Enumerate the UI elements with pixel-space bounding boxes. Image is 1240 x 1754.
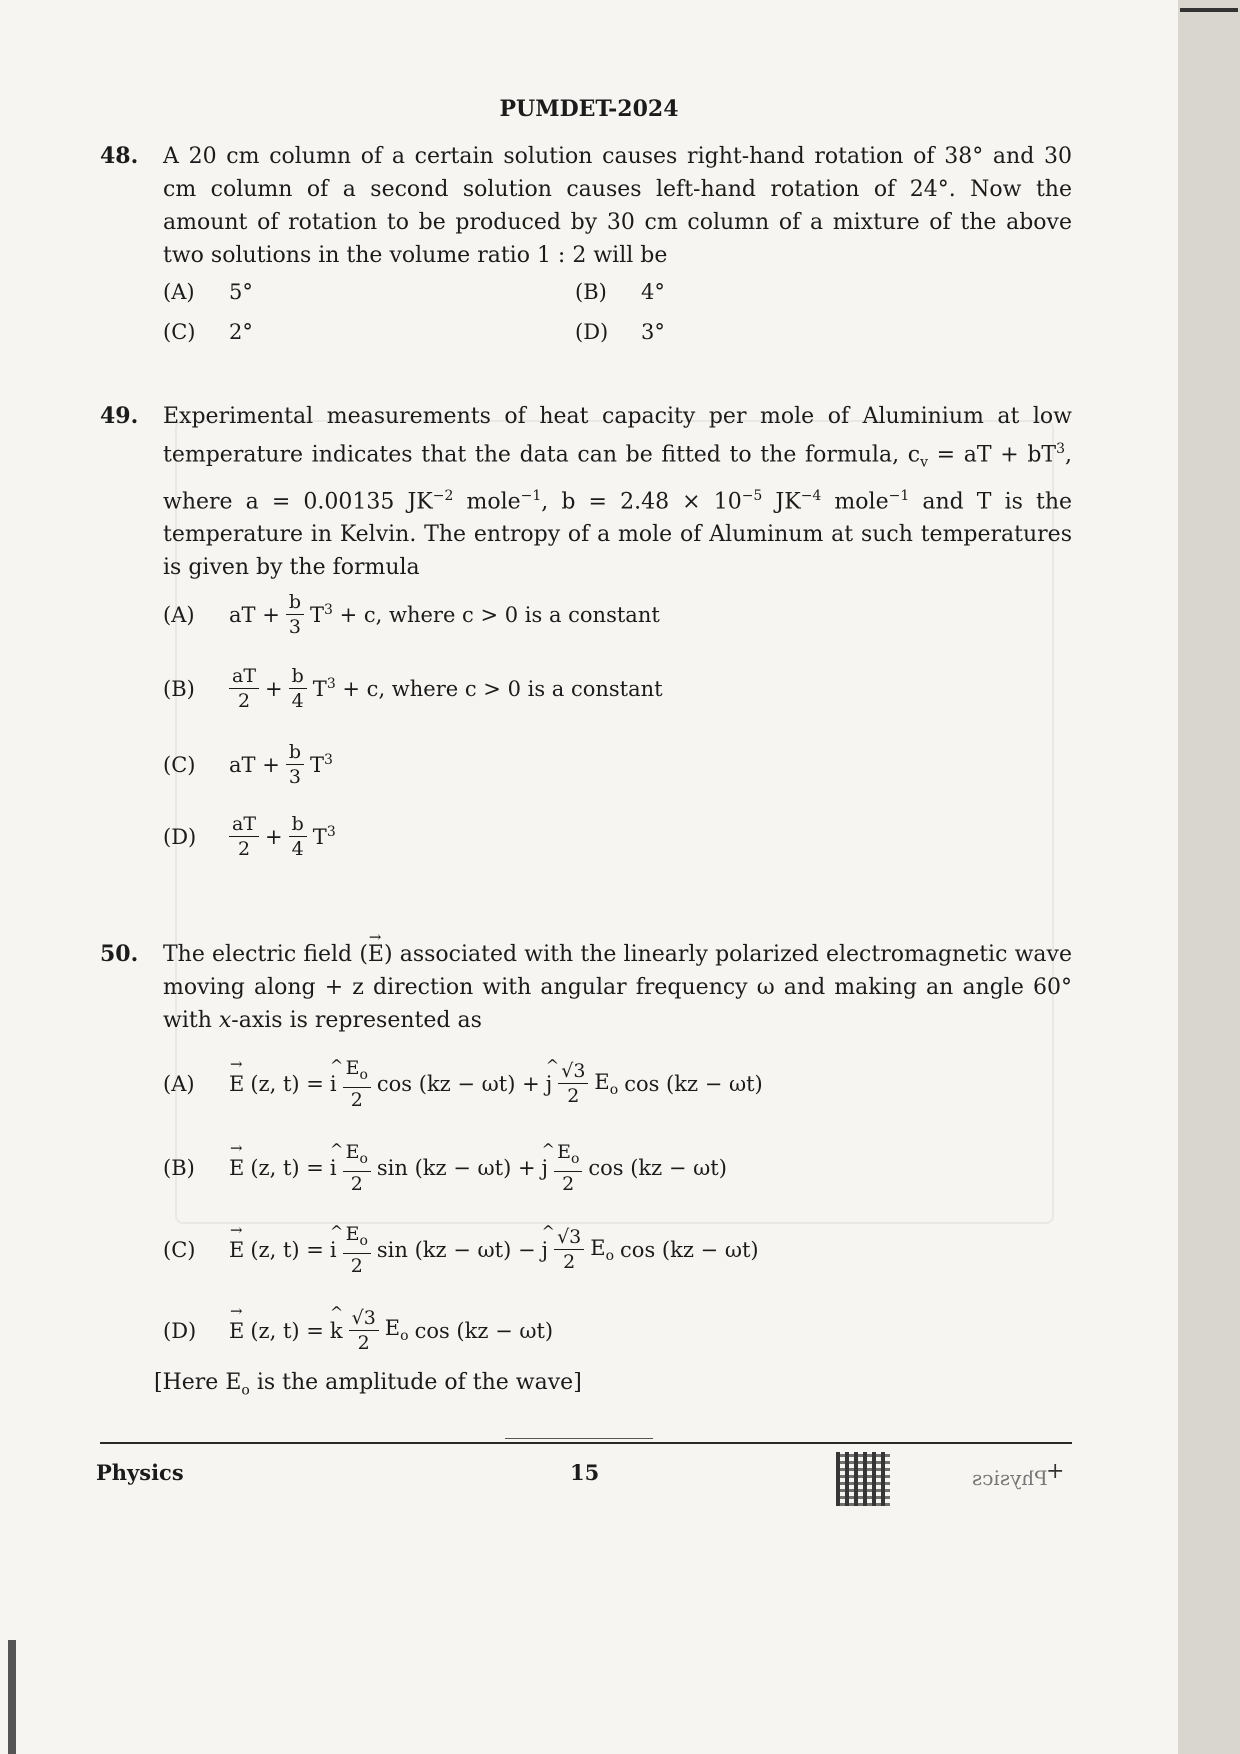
- option-label: (C): [163, 320, 196, 344]
- fraction: [289, 664, 307, 713]
- text-part: mole: [821, 489, 889, 515]
- fraction: [554, 1225, 584, 1274]
- option-text: 4°: [641, 280, 665, 304]
- denominator: 2: [357, 1332, 370, 1354]
- fraction: [558, 1059, 588, 1108]
- denominator: 3: [288, 616, 301, 638]
- numerator: aT: [229, 812, 259, 837]
- denominator: 2: [350, 1172, 363, 1195]
- fraction: [289, 812, 307, 861]
- text-sup: −4: [800, 487, 822, 504]
- option-formula: [229, 590, 660, 639]
- numerator-text: E: [557, 1141, 571, 1163]
- numerator-sub: o: [359, 1150, 368, 1167]
- formula-term: [313, 824, 336, 849]
- amplitude-note: [154, 1370, 582, 1398]
- denominator: 2: [237, 838, 251, 860]
- formula-term: +: [265, 676, 283, 701]
- numerator: aT: [229, 664, 259, 689]
- text-part: JK: [762, 489, 801, 515]
- option-50-b: [163, 1140, 727, 1196]
- option-text: 2°: [229, 320, 253, 344]
- option-label: (A): [163, 602, 195, 627]
- text-sub: v: [920, 454, 928, 471]
- text-part: mole: [453, 489, 521, 515]
- option-formula: [229, 1306, 553, 1355]
- denominator: 2: [563, 1251, 576, 1274]
- formula-term: sin (kz − ωt) −: [376, 1237, 536, 1262]
- formula-term: [310, 752, 333, 777]
- note-sub: o: [241, 1382, 250, 1399]
- formula-term: [313, 676, 663, 701]
- option-50-d: [163, 1306, 553, 1355]
- unit-vector: ^ i: [330, 1072, 337, 1096]
- formula-term: E: [384, 1316, 401, 1341]
- plus-mark: +: [1046, 1459, 1065, 1484]
- formula-term: [590, 1236, 614, 1264]
- numerator: √3: [558, 1059, 588, 1084]
- vector-symbol: → E: [229, 1156, 244, 1180]
- text-part: where a = 0.00135 JK: [163, 489, 433, 515]
- formula-sub: o: [400, 1328, 409, 1345]
- formula-term: aT +: [229, 602, 280, 627]
- formula-sup: 3: [324, 602, 333, 618]
- formula-term: cos (kz − ωt): [588, 1155, 727, 1180]
- option-formula: [229, 1140, 727, 1196]
- formula-term: [310, 602, 660, 627]
- numerator-sub: o: [359, 1232, 368, 1249]
- unit-vector: ^ j: [542, 1238, 549, 1262]
- formula-term: T: [309, 603, 324, 627]
- option-label: (C): [163, 752, 196, 777]
- numerator-text: E: [345, 1141, 360, 1163]
- fraction: [343, 1222, 371, 1278]
- note-text: is the amplitude of the wave]: [249, 1370, 582, 1395]
- text-part: ,: [1065, 442, 1072, 468]
- option-text: 5°: [229, 280, 253, 304]
- text-italic: x: [218, 1008, 232, 1033]
- fraction: [286, 740, 304, 789]
- formula-term: T: [312, 825, 327, 849]
- question-number: 49.: [100, 403, 139, 429]
- numerator: b: [286, 740, 304, 765]
- denominator: 2: [237, 690, 251, 712]
- unit-vector: ^ i: [330, 1156, 337, 1180]
- option-50-c: [163, 1222, 759, 1278]
- option-49-b: [163, 664, 663, 713]
- option-label: (B): [163, 676, 195, 701]
- formula-term: [385, 1316, 409, 1344]
- text-sup: −1: [520, 487, 542, 504]
- text-part: , b = 2.48 × 10: [541, 489, 742, 515]
- option-50-a: [163, 1056, 763, 1112]
- bleed-through-text: Physics: [972, 1466, 1048, 1490]
- option-label: (D): [163, 824, 197, 849]
- question-48: [100, 140, 1072, 272]
- option-48-d: [575, 320, 665, 344]
- formula-term: cos (kz − ωt): [414, 1318, 554, 1343]
- text-sup: −1: [888, 487, 910, 504]
- formula-term: (z, t) =: [250, 1071, 324, 1096]
- numerator: [554, 1140, 582, 1172]
- text-part: = aT + bT: [928, 442, 1057, 468]
- formula-tail: + c, where c > 0 is a constant: [335, 677, 663, 701]
- option-formula: [229, 1056, 763, 1112]
- formula-sup: 3: [324, 752, 333, 768]
- numerator-text: E: [345, 1223, 360, 1245]
- text-sup: −2: [432, 487, 454, 504]
- fraction: [229, 812, 259, 861]
- fraction: [343, 1140, 371, 1196]
- question-text: A 20 cm column of a certain solution causes right-hand rotation of 38° and 30 cm column of a second solution causes left-hand rotation of 24°. Now the amount of rotation to be produced by 30 cm column of a mixture of the above two solutions in the volume ratio 1 : 2 will be: [163, 144, 1072, 268]
- denominator: 4: [291, 838, 304, 860]
- formula-term: cos (kz − ωt) +: [376, 1071, 540, 1096]
- question-number: 48.: [100, 143, 139, 169]
- option-48-c: [163, 320, 253, 344]
- option-49-c: [163, 740, 333, 789]
- footer-short-rule: [505, 1438, 653, 1439]
- text-part: Experimental measurements of heat capacity per mole of Aluminium at low temperature indicates that the data can be fitted to the formula, c: [163, 404, 1072, 468]
- question-text: [163, 938, 1072, 1037]
- numerator: [343, 1140, 371, 1172]
- formula-term: [594, 1070, 618, 1098]
- numerator: √3: [349, 1306, 379, 1331]
- question-number: 50.: [100, 941, 139, 967]
- unit-vector: ^ j: [542, 1156, 549, 1180]
- unit-vector: ^ j: [546, 1072, 553, 1096]
- formula-term: sin (kz − ωt) +: [376, 1155, 536, 1180]
- numerator: b: [289, 812, 307, 837]
- denominator: 3: [288, 766, 301, 788]
- question-49: [100, 400, 1072, 584]
- denominator: 2: [350, 1254, 363, 1277]
- formula-sub: o: [605, 1247, 615, 1264]
- numerator-text: E: [345, 1057, 360, 1079]
- text-part: -axis is represented as: [231, 1008, 482, 1033]
- option-label: (B): [575, 280, 607, 304]
- footer-rule: [100, 1442, 1072, 1444]
- formula-term: E: [590, 1235, 606, 1260]
- option-label: (D): [163, 1318, 197, 1343]
- option-49-d: [163, 812, 336, 861]
- page-edge-mark: [1180, 8, 1238, 12]
- option-label: (D): [575, 320, 609, 344]
- denominator: 2: [567, 1085, 580, 1108]
- formula-term: +: [265, 824, 283, 849]
- numerator: [343, 1222, 371, 1254]
- denominator: 4: [291, 690, 304, 712]
- vector-symbol: → E: [229, 1319, 244, 1343]
- option-label: (A): [163, 280, 195, 304]
- option-formula: [229, 812, 336, 861]
- page-edge-strip: [1178, 0, 1240, 1754]
- fraction: [554, 1140, 582, 1196]
- vector-symbol: → E: [368, 938, 384, 971]
- formula-sup: 3: [326, 824, 336, 840]
- formula-term: T: [312, 677, 327, 701]
- question-text: [163, 400, 1072, 584]
- option-formula: [229, 664, 663, 713]
- binding-mark: [8, 1640, 16, 1754]
- text-sup: −5: [741, 487, 763, 504]
- qr-code-icon: [836, 1452, 890, 1506]
- denominator: 2: [350, 1088, 363, 1111]
- text-part: and T is the temperature in Kelvin. The entropy of a mole of Aluminum at such temperatures is given by the formula: [163, 489, 1073, 581]
- option-formula: [229, 740, 333, 789]
- option-label: (A): [163, 1071, 195, 1096]
- formula-term: (z, t) =: [250, 1318, 324, 1343]
- fraction: [343, 1056, 371, 1112]
- formula-sub: o: [609, 1081, 619, 1098]
- formula-term: (z, t) =: [250, 1237, 324, 1262]
- formula-term: cos (kz − ωt): [624, 1071, 763, 1096]
- fraction: [286, 590, 304, 639]
- text-part: ) associated with the linearly polarized electromagnetic wave moving along + z direction with angular frequency ω and making an angle 60° with: [163, 942, 1072, 1033]
- option-label: (B): [163, 1155, 195, 1180]
- page-number: 15: [570, 1460, 600, 1485]
- numerator: b: [286, 590, 304, 615]
- vector-symbol: → E: [229, 1072, 244, 1096]
- option-49-a: [163, 590, 660, 639]
- vector-symbol: → E: [229, 1238, 244, 1262]
- question-50: [100, 938, 1072, 1037]
- formula-sup: 3: [326, 676, 336, 692]
- page-header: PUMDET-2024: [499, 96, 679, 122]
- formula-term: T: [309, 753, 324, 777]
- formula-term: cos (kz − ωt): [620, 1237, 759, 1262]
- option-text: 3°: [641, 320, 665, 344]
- numerator: b: [289, 664, 307, 689]
- denominator: 2: [562, 1172, 575, 1195]
- formula-term: aT +: [229, 752, 280, 777]
- option-48-a: [163, 280, 253, 304]
- numerator-sub: o: [570, 1150, 580, 1167]
- numerator: [343, 1056, 371, 1088]
- text-part: The electric field (: [163, 942, 368, 967]
- text-sup: 3: [1056, 441, 1065, 457]
- numerator: √3: [554, 1225, 584, 1250]
- formula-tail: + c, where c > 0 is a constant: [332, 603, 660, 627]
- footer-subject: Physics: [96, 1460, 184, 1485]
- option-formula: [229, 1222, 759, 1278]
- unit-vector: ^ k: [330, 1319, 343, 1343]
- numerator-sub: o: [359, 1066, 368, 1083]
- fraction: [349, 1306, 379, 1355]
- formula-term: E: [594, 1069, 610, 1094]
- unit-vector: ^ i: [330, 1238, 337, 1262]
- fraction: [229, 664, 259, 713]
- formula-term: (z, t) =: [250, 1155, 324, 1180]
- option-label: (C): [163, 1237, 196, 1262]
- option-48-b: [575, 280, 665, 304]
- note-text: [Here E: [154, 1370, 242, 1395]
